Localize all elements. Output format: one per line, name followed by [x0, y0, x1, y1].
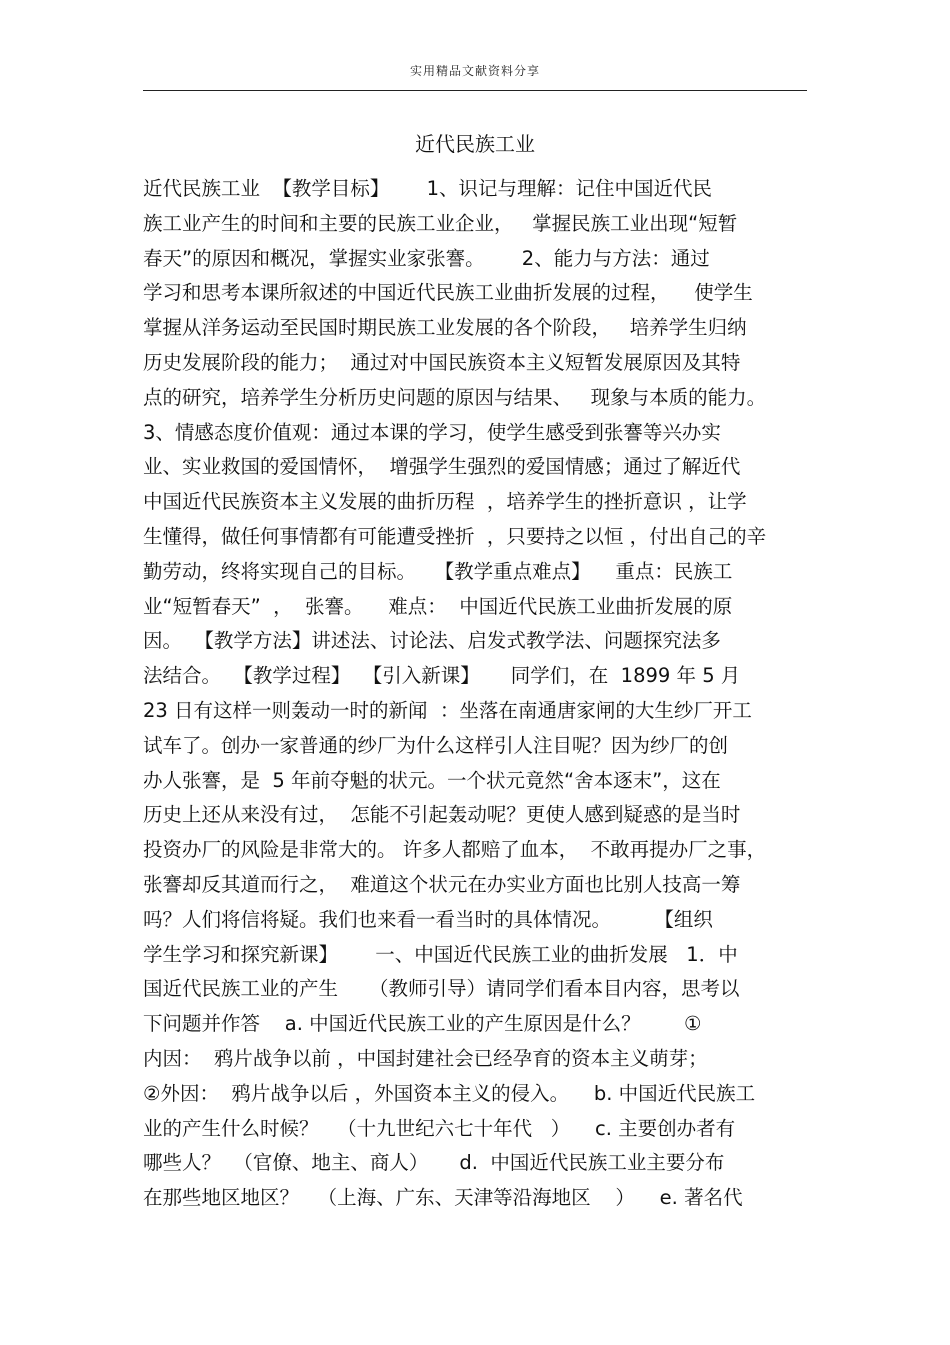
text-line: 业、实业救国的爱国情怀， 增强学生强烈的爱国情感；通过了解近代: [143, 455, 741, 479]
text-line: 历史上还从来没有过， 怎能不引起轰动呢？更使人感到疑惑的是当时: [143, 803, 741, 827]
document-title: 近代民族工业: [415, 132, 535, 156]
text-line: 3、情感态度价值观：通过本课的学习，使学生感受到张謇等兴办实: [143, 420, 721, 444]
page-header: 实用精品文献资料分享: [409, 64, 540, 78]
text-line: ②外因： 鸦片战争以后 ，外国资本主义的侵入。 b. 中国近代民族工: [143, 1081, 756, 1105]
header-divider: [143, 90, 807, 91]
document-body: [143, 172, 813, 1216]
text-line: 生懂得，做任何事情都有可能遭受挫折 ，只要持之以恒 ，付出自己的辛: [143, 524, 767, 548]
text-line: 业的产生什么时候？ （十九世纪六七十年代 ） c. 主要创办者有: [143, 1116, 736, 1140]
text-line: 哪些人？ （官僚、地主、商人） d. 中国近代民族工业主要分布: [143, 1151, 725, 1175]
text-line: 学生学习和探究新课】 一、中国近代民族工业的曲折发展 1．中: [143, 942, 738, 966]
text-line: 学习和思考本课所叙述的中国近代民族工业曲折发展的过程， 使学生: [143, 281, 753, 305]
text-line: 在那些地区地区？ （上海、广东、天津等沿海地区 ） e. 著名代: [143, 1186, 743, 1210]
text-line: 投资办厂的风险是非常大的。 许多人都赔了血本， 不敢再提办厂之事，: [143, 838, 767, 862]
text-line: 下问题并作答 a. 中国近代民族工业的产生原因是什么？ ①: [143, 1012, 702, 1036]
text-line: 勤劳动，终将实现自己的目标。 【教学重点难点】 重点：民族工: [143, 559, 733, 583]
text-line: 历史发展阶段的能力； 通过对中国民族资本主义短暂发展原因及其特: [143, 350, 741, 374]
text-line: 23 日有这样一则轰动一时的新闻 ：坐落在南通唐家闸的大生纱厂开工: [143, 698, 752, 722]
text-line: 春天”的原因和概况，掌握实业家张謇。 2、能力与方法：通过: [143, 246, 710, 270]
text-line: 张謇却反其道而行之， 难道这个状元在办实业方面也比别人技高一筹: [143, 872, 741, 896]
text-line: 因。 【教学方法】讲述法、讨论法、启发式教学法、问题探究法多: [143, 629, 721, 653]
text-line: 近代民族工业 【教学目标】 1、识记与理解：记住中国近代民: [143, 177, 712, 200]
text-line: 吗？人们将信将疑。我们也来看一看当时的具体情况。 【组织: [143, 907, 713, 931]
text-line: 试车了。创办一家普通的纱厂为什么这样引人注目呢？因为纱厂的创: [143, 733, 729, 757]
text-line: 国近代民族工业的产生 （教师引导）请同学们看本目内容，思考以: [143, 977, 740, 1001]
text-line: 业“短暂春天” ， 张謇。 难点： 中国近代民族工业曲折发展的原: [143, 594, 733, 618]
text-line: 族工业产生的时间和主要的民族工业企业， 掌握民族工业出现“短暂: [143, 211, 738, 235]
text-line: 法结合。 【教学过程】 【引入新课】 同学们，在 1899 年 5 月: [143, 664, 741, 688]
text-line: 中国近代民族资本主义发展的曲折历程 ，培养学生的挫折意识 ，让学: [143, 490, 747, 514]
text-line: 掌握从洋务运动至民国时期民族工业发展的各个阶段， 培养学生归纳: [143, 316, 747, 340]
text-line: 点的研究，培养学生分析历史问题的原因与结果、 现象与本质的能力。: [143, 385, 767, 409]
text-line: 办人张謇，是 5 年前夺魁的状元。一个状元竟然“舍本逐末”，这在: [143, 768, 721, 792]
text-line: 内因： 鸦片战争以前 ，中国封建社会已经孕育的资本主义萌芽；: [143, 1046, 708, 1070]
